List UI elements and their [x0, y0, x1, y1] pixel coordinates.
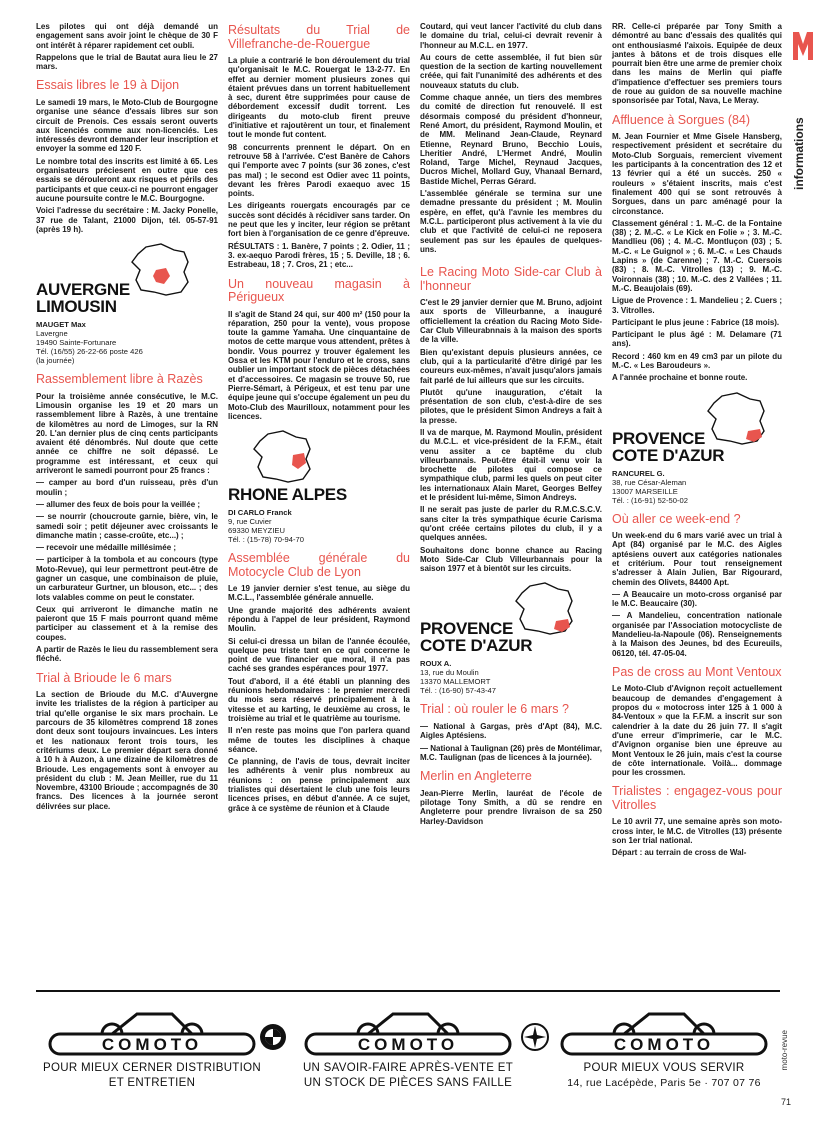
- paragraph: — A Mandelieu, concentration nationale organisée par l'Association motocycliste de Mandelieu-la-Napoule (06). Renseignements à la Maison des Jeunes, bd des Ecureuils, 06120, tél. 47-05-04.: [612, 611, 782, 658]
- paragraph: RR. Celle-ci préparée par Tony Smith a démontré au banc d'essais des qualités qui ont enthousiasmé l'aixois. Equipée de deux jantes à bâtons et de trois disques elle pourrait bien être une arme de premier choix dans les mains de Merlin qui piaffe d'impatience d'effectuer ses premiers tours de roue au guidon de sa nouvelle machine sponsorisée par Total, Nava, Le Meray.: [612, 22, 782, 106]
- paragraph: Souhaitons donc bonne chance au Racing Moto Side-Car Club Villeurbannais pour la saison 1977 et à bientôt sur les circuits.: [420, 545, 602, 574]
- paragraph: Le nombre total des inscrits est limité à 65. Les organisateurs préciesent en outre que ces essais se dérouleront aux risques et périls des participants et que ceux-ci ne pourront engager aucune poursuite contre le M.C. Bourgogne.: [36, 156, 218, 203]
- intro-text: Les pilotes qui ont déjà demandé un engagement sans avoir joint le chèque de 30 F ont intérêt à réparer rapidement cet oubli.: [36, 22, 218, 50]
- heading-brioude: Trial à Brioude le 6 mars: [36, 670, 172, 685]
- paragraph: Voici l'adresse du secrétaire : M. Jacky Ponelle, 37 rue de Talant, 21000 Dijon, tél. 05-57-91 (après 19 h).: [36, 206, 218, 234]
- column-4: [612, 22, 782, 861]
- paragraph: — se nourrir (choucroute garnie, bière, vin, le samedi soir ; petit déjeuner avec croissants le dimanche matin ; casse-croûte, etc...) ;: [36, 512, 218, 540]
- sidebar-label: informations: [792, 117, 806, 190]
- paragraph: Tout d'abord, il a été établi un planning des réunions hebdomadaires : le premier mercredi du mois sera réservé principalement à la vitesse et au karting, le deuxième au cross, le troisième au trial et le quatrième au tourisme.: [228, 676, 410, 723]
- region-block-rhone: [228, 429, 410, 503]
- region-block-auvergne: [36, 242, 218, 315]
- magazine-logo-icon: [790, 22, 816, 62]
- paragraph: Bien qu'existant depuis plusieurs années, ce club, qui a la particularité d'être dirigé par les coureurs eux-mêmes, n'avait jusqu'alors jamais fait parlé de lui ailleurs que sur les circuits.: [420, 347, 602, 385]
- paragraph: Le 10 avril 77, une semaine après son moto-cross inter, le M.C. de Vitrolles (13) présente son 1er trial national.: [612, 817, 782, 846]
- paragraph: Le Moto-Club d'Avignon reçoit actuellement beaucoup de demandes d'engagement à propos du « motocross inter 125 à 1 000 à 84-Ventoux » que la F.F.M. a inscrit sur son calendrier à la date du 26 juin 77. Il s'agit d'une erreur d'imprimerie, car le M.C. d'Avignon organise bien une épreuve au Mont Ventoux le 26 juin, mais c'est la course de côte internationale. Voilà... dommage pour les crossmen.: [612, 684, 782, 778]
- heading-razes: Rassemblement libre à Razès: [36, 372, 203, 387]
- region-block-provence-2: [612, 391, 782, 464]
- comoto-logo-icon: [42, 1000, 262, 1060]
- paragraph: Coutard, qui veut lancer l'activité du club dans le domaine du trial, celui-ci devrait revenir à l'honneur au M.C.L. en 1977.: [420, 22, 602, 50]
- ad-text: UN STOCK DE PIÈCES SANS FAILLE: [303, 1077, 513, 1089]
- paragraph: Pour la troisième année consécutive, le M.C. Limousin organise les 19 et 20 mars un rassemblement libre à Razès, à une trentaine de kilomètres au nord de Limoges, sur la RN 20. L'an dernier plus de cinq cents participants avaient été dénombrés. Nul doute que cette année ce chiffre ne soit dépassé. Le programme est intéressant, et ceux qui arriveront le samedi pourront pour 25 francs :: [36, 391, 218, 476]
- region-title: PROVENCE COTE D'AZUR: [612, 428, 725, 465]
- ad-text: POUR MIEUX CERNER DISTRIBUTION: [43, 1062, 261, 1074]
- france-map-icon: [248, 429, 318, 484]
- ad-text: UN SAVOIR-FAIRE APRÈS-VENTE ET: [302, 1062, 514, 1074]
- heading-vitrolles: Trialistes : engagez-vous pour Vitrolles: [612, 784, 782, 812]
- heading-sidecar: Le Racing Moto Side-car Club à l'honneur: [420, 265, 602, 293]
- region-contact: ROUX A. 13, rue du Moulin 13370 MALLEMORT Tél. : (16-90) 57-43-47: [420, 659, 496, 696]
- paragraph: Il ne serait pas juste de parler du R.M.C.S.C.V. sans citer la très sympathique écurie Carisma qu'ont créée certains pilotes du club, il y a quelques années.: [420, 505, 602, 543]
- section-sidebar: [788, 20, 818, 195]
- paragraph: La pluie a contrarié le bon déroulement du trial qu'organisait le M.C. Rouergat le 13-2-77. En effet au dernier moment plusieurs zones qui étaient prévues dans un torrent habituellement à sec, durent être supprimées pour cause de débordement excessif dudit torrent. Les dirigeants du moto-club firent preuve d'initiative et rajoutèrent un tour, et finalement tout le monde fut content.: [228, 56, 410, 140]
- paragraph: Ce planning, de l'avis de tous, devrait inciter les adhérents à venir plus nombreux au réunions : on pense principalement aux trialistes qui désertaient le club une fois leurs licences prises, en début d'année. A ce sujet, grâce à ce système de réunion et à Claude: [228, 757, 410, 813]
- heading-lyon: Assemblée générale du Motocycle Club de Lyon: [228, 551, 410, 579]
- paragraph: Si celui-ci dressa un bilan de l'année écoulée, quelque peu triste tant en ce qui concerne le point de vue financier que moral, il n'a pas caché ses grandes espérances pour 1977.: [228, 636, 410, 674]
- ad-text: 14, rue Lacépède, Paris 5e · 707 07 76: [567, 1077, 761, 1089]
- intro-text-2: Rappelons que le trial de Bautat aura lieu le 27 mars.: [36, 52, 218, 72]
- ad-block-2: [292, 1000, 524, 1090]
- heading-sorgues: Affluence à Sorgues (84): [612, 112, 751, 127]
- paragraph: Participant le plus jeune : Fabrice (18 mois).: [612, 317, 780, 327]
- paragraph: Au cours de cette assemblée, il fut bien sûr question de la section de karting nouvellement créée, qui fait l'unanimité des adhérents et des nouveaux statuts du club.: [420, 52, 602, 90]
- paragraph: Ceux qui arriveront le dimanche matin ne paieront que 15 F mais pourront quand même participer au classement et à la remise des coupes.: [36, 604, 218, 642]
- column-1: [36, 22, 218, 814]
- ad-block-1: [36, 1000, 268, 1090]
- paragraph: M. Jean Fournier et Mme Gisele Hansberg, respectivement président et secrétaire du Moto-Club Sorguais, remercient vivement les participants à la concentration des 12 et 13 février qui a été un succès. 250 « rouleurs » s'étaient inscrits, mais c'est finalement 400 qui se sont retrouvés à Sorgues, dans un parc aménagé pour la circonstance.: [612, 132, 782, 216]
- paragraph: Plutôt qu'une inauguration, c'était la présentation de son club, c'est-à-dire de ses pilotes, que le président Simon Andreys a fait à la presse.: [420, 387, 602, 425]
- region-title: RHONE ALPES: [228, 485, 347, 505]
- comoto-logo-icon: [554, 1000, 774, 1060]
- paragraph: Le 19 janvier dernier s'est tenue, au siège du M.C.L., l'assemblée générale annuelle.: [228, 584, 410, 603]
- region-contact: RANCUREL G. 38, rue César-Aleman 13007 MARSEILLE Tél. : (16-91) 52-50-02: [612, 468, 688, 505]
- paragraph: Départ : au terrain de cross de Wal-: [612, 848, 747, 858]
- paragraph: — participer à la tombola et au concours (type Moto-Revue), qui leur permettront peut-être de gagner un casque, une combinaison de pluie, un carburateur Gurtner, un blouson, etc... ; des lots valables comme on peut le constater.: [36, 555, 218, 602]
- page-number: 71: [781, 1097, 792, 1107]
- comoto-advertisement: [36, 990, 780, 1102]
- paragraph: — National à Taulignan (26) près de Montélimar, M.C. Taulignan (pas de licences à la journée).: [420, 743, 602, 762]
- heading-merlin: Merlin en Angleterre: [420, 769, 532, 784]
- heading-villefranche: Résultats du Trial de Villefranche-de-Rouergue: [228, 23, 410, 51]
- paragraph: Les dirigeants rouergats encouragés par ce succès sont décidés à récidiver sans tarder. On ne peut que les y inciter, leur région se prêtant fort bien à l'organisation de ce genre d'épreuve.: [228, 201, 410, 239]
- ad-text: ET ENTRETIEN: [108, 1077, 196, 1089]
- ad-text: POUR MIEUX VOUS SERVIR: [583, 1062, 745, 1074]
- paragraph: Il va de marque, M. Raymond Moulin, président du M.C.L. et vice-président de la F.F.M., était venu assiter a ce baptême du club villeurbannais. Peut-être était-il venu voir la brochette de pilotes qui compose ce sympathique club, parmi les quels on peut citer les internationaux Alain Maret, Georges Belfey et le président lui-même, Simon Andreys.: [420, 427, 602, 503]
- paragraph: 98 concurrents prennent le départ. On en retrouve 58 à l'arrivée. C'est Banère de Cahors qui l'emporte avec 7 points (sur 36 zones, c'est pas mal) ; le second est Odier avec 11 points, devant les frères Parodi exaequo avec 15 points.: [228, 142, 410, 199]
- region-block-provence: [420, 581, 602, 654]
- paragraph: Une grande majorité des adhérents avaient répondu à l'appel de leur président, Raymond Moulin.: [228, 605, 410, 634]
- region-contact: DI CARLO Franck 9, rue Cuvier 69330 MEYZIEU Tél. : (15-78) 70-94-70: [228, 508, 304, 545]
- region-contact: MAUGET Max Lavergne 19490 Sainte-Fortunare Tél. (16/55) 26-22-66 poste 426 (la journée): [36, 320, 143, 366]
- paragraph: Jean-Pierre Merlin, lauréat de l'école de pilotage Tony Smith, a dû se rendre en Angleterre pour prendre livraison de sa 250 Harley-Davidson: [420, 788, 602, 826]
- paragraph: — allumer des feux de bois pour la veillée ;: [36, 499, 201, 509]
- yamaha-logo-icon: [520, 1022, 550, 1052]
- paragraph: Classement général : 1. M.-C. de la Fontaine (38) ; 2. M.-C. « Le Kick en Folie » ; 3. M.-C. Mandlieu (06) ; 4. M.-C. Montluçon (03) ; 5. M.-C. « Le Guignol » ; 6. M.-C. « Les Chauds Lapins » (de Carenne) ; 7. M.-C. Cuersois (83) ; 8. M.-C. Vitrolles (13) ; 9. M.-C. Voironnais (38) ; 10. M.-C. des 2 Vallées ; 11. M.-C. Beaujolais (69).: [612, 218, 782, 293]
- paragraph: RÉSULTATS : 1. Banère, 7 points ; 2. Odier, 11 ; 3. ex-aequo Parodi frères, 15 ; 5. Deville, 18 ; 6. Estrabeau, 18 ; 7. Cros, 21 ; etc...: [228, 241, 410, 270]
- heading-trial: Trial : où rouler le 6 mars ?: [420, 702, 569, 717]
- paragraph: — A Beaucaire un moto-cross organisé par le M.C. Beaucaire (30).: [612, 589, 782, 609]
- magazine-label: moto-revue: [780, 1030, 789, 1071]
- paragraph: Participant le plus âgé : M. Delamare (71 ans).: [612, 330, 782, 349]
- heading-perigueux: Un nouveau magasin à Périgueux: [228, 276, 410, 305]
- column-2: [228, 22, 410, 816]
- paragraph: L'assemblée générale se termina sur une demadne pressante du président ; M. Moulin espère, en effet, qu'à l'avnie les membres du M.C.L. participeront plus activement à la vie du club et que l'activité de celui-ci ne reposera seulement pas sur les épaules de quelques-uns.: [420, 189, 602, 254]
- paragraph: — recevoir une médaille millésimée ;: [36, 543, 177, 553]
- ad-block-3: [548, 1000, 780, 1090]
- heading-ventoux: Pas de cross au Mont Ventoux: [612, 664, 782, 679]
- paragraph: La section de Brioude du M.C. d'Auvergne invite les trialistes de la région à participer au trial qu'elle organise le six mars prochain. Le parcours de 35 kilomètres comprend 18 zones dont deux sont toujours invaincues. Les inters et les nationaux feront trois tours, les critériums deux. Le premier départ sera donné à 10 h à Auzon, à une dizaine de kilomètres de Brioude. Les engagements sont à envoyer au président du club : M. Jean Meiller, rue du 11 Novembre, 43100 Brioude ; accompagnés de 30 francs. Des licences à la journée seront délivrées sur place.: [36, 690, 218, 811]
- paragraph: Comme chaque année, un tiers des membres du comité de direction fut renouvelé. Il est désormais composé du président d'honneur, René Amort, du président, Raymond Moulin, et de MM. Melinand Jean-Claude, Reynard Etienne, Reynard Bruno, Becchio Louis, Lheritier André, L'Hermet André, Moulin Roland, Targe Michel, Reynaud Jacques, Ducros Michel, Mollard Guy, Vhanaal Bernard, Bastide Michel, Perras Gérard.: [420, 93, 602, 186]
- paragraph: C'est le 29 janvier dernier que M. Bruno, adjoint aux sports de Villeurbanne, a inauguré officiellement la création du Racing Moto Side-Car Club Villeurabnnais à la maison des sports de la ville.: [420, 298, 602, 345]
- paragraph: Record : 460 km en 49 cm3 par un pilote du M.-C. « Les Baroudeurs ».: [612, 351, 782, 370]
- paragraph: A partir de Razès le lieu du rassemblement sera fléché.: [36, 645, 218, 664]
- paragraph: — camper au bord d'un ruisseau, près d'un moulin ;: [36, 478, 218, 497]
- heading-weekend: Où aller ce week-end ?: [612, 511, 741, 526]
- region-title: AUVERGNE LIMOUSIN: [36, 280, 130, 317]
- paragraph: Il s'agit de Stand 24 qui, sur 400 m² (150 pour la réparation, 250 pour la vente), vous propose toute la gamme Yamaha. Une cinquantaine de motos de cette marque vous attendent, prêtes à bondir. Vous pourrez y trouver également les Ossa et les KTM pour l'enduro et le cross, sans oublier un important stock de pièces détachées et d'accessoires. Ce magasin se trouve 50, rue Pierre-Sémart, à Périgeux, et est tenu par une équipe jeune qui s'occupe également un peu du Moto-Club des Maurilloux, notamment pour les licences.: [228, 309, 410, 421]
- paragraph: Le samedi 19 mars, le Moto-Club de Bourgogne organise une séance d'essais libres sur son circuit de Prenois. Ces essais seront ouverts aux licenciés comme aux non-licenciés. Les intéressés devront demander leur inscription et envoyer la somme ed 120 F.: [36, 97, 218, 154]
- heading-dijon: Essais libres le 19 à Dijon: [36, 78, 180, 93]
- svg-text:COMOTO: COMOTO: [357, 1035, 459, 1054]
- bmw-logo-icon: [258, 1022, 288, 1052]
- svg-text:COMOTO: COMOTO: [613, 1035, 715, 1054]
- svg-text:COMOTO: COMOTO: [101, 1035, 203, 1054]
- paragraph: Un week-end du 6 mars varié avec un trial à Apt (84) organisé par le M.C. des Aigles aptésiens ouvert aux catégories nationales et critérium. Pour tout renseignement s'adresser à Alain Julien, Bar Rigourard, chemin des Olivets, 84400 Apt.: [612, 531, 782, 587]
- paragraph: A l'année prochaine et bonne route.: [612, 373, 748, 383]
- comoto-logo-icon: [298, 1000, 518, 1060]
- region-title: PROVENCE COTE D'AZUR: [420, 619, 533, 656]
- paragraph: — National à Gargas, près d'Apt (84), M.C. Aigles Aptésiens.: [420, 721, 602, 741]
- column-3: [420, 22, 602, 829]
- paragraph: Ligue de Provence : 1. Mandelieu ; 2. Cuers ; 3. Vitrolles.: [612, 296, 782, 315]
- paragraph: Il n'en reste pas moins que l'on parlera quand même de toutes les disciplines à chaque séance.: [228, 726, 410, 754]
